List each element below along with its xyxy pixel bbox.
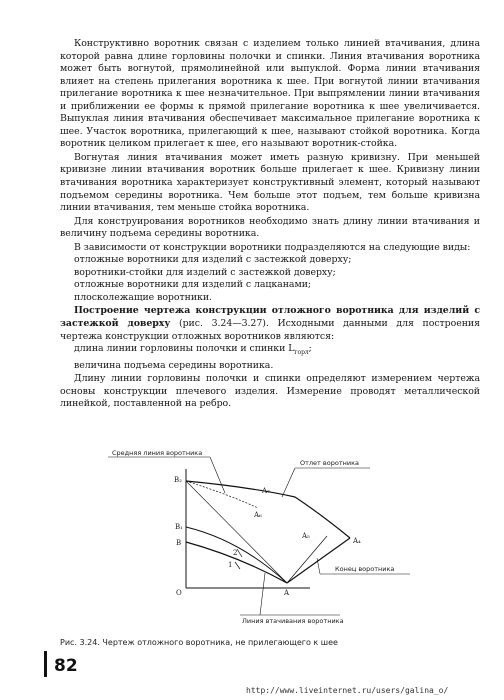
leader-flap-down bbox=[282, 468, 295, 497]
list-item-type-4: плосколежащие воротники. bbox=[74, 291, 212, 303]
leader-seam-up bbox=[260, 573, 265, 615]
page-number-bar bbox=[44, 651, 47, 677]
label-flap: Отлет воротника bbox=[300, 459, 359, 467]
paragraph-construction-needs: Для конструирования воротников необходимо знать длину линии втачивания и величину подъема середины воротника. bbox=[60, 215, 480, 240]
point-b2: B₂ bbox=[174, 476, 182, 484]
list-item-type-1: отложные воротники для изделий с застежкой доверху; bbox=[74, 254, 352, 266]
label-end: Конец воротника bbox=[335, 565, 395, 573]
label-seam: Линия втачивания воротника bbox=[242, 617, 344, 625]
paragraph-types-intro: В зависимости от конструкции воротники подразделяются на следующие виды: bbox=[74, 241, 471, 253]
point-1: 1 bbox=[228, 561, 233, 569]
point-a7: A₇ bbox=[262, 487, 270, 495]
point-a5: A₅ bbox=[302, 532, 310, 540]
construction-line-b2-a bbox=[186, 481, 287, 583]
marker-line-2 bbox=[237, 549, 242, 557]
list-item-type-3: отложные воротники для изделий с лацканами; bbox=[74, 279, 312, 291]
input-length-subscript: горл bbox=[294, 349, 309, 356]
label-mid-line: Средняя линия воротника bbox=[112, 449, 203, 457]
paragraph-intro: Конструктивно воротник связан с изделием только линией втачивания, длина которой равна длине горловины полочки и спинки. Линия втачивания воротника может быть вогнутой, прямолинейной или выпуклой. Форма линии втачивания влияет на степень прилегания воротника к шее. При вогнутой линии втачивания прилегание воротника к шее незначительное. При выпрямлении линии втачивания и приближении ее формы к прямой прилегание воротника к шее увеличивается. Выпуклая линия втачивания обеспечивает максимальное прилегание воротника к шее. Участок воротника, прилегающий к шее, называют стойкой воротника. Когда воротник целиком прилегает к шее, его называют воротник-стойка. bbox=[60, 38, 480, 150]
paragraph-construction-heading bbox=[60, 305, 480, 343]
construction-rest-text: (рис. 3.24—3.27). Исходными данными для построения чертежа конструкции отложных воротников являются: bbox=[60, 318, 480, 342]
point-a4: A₄ bbox=[353, 537, 361, 545]
point-b1: B₁ bbox=[175, 523, 183, 531]
list-item-type-2: воротники-стойки для изделий с застежкой доверху; bbox=[74, 266, 336, 278]
input-item-length: длина линии горловины полочки и спинки $L_{горл}$; bbox=[74, 343, 312, 356]
body-text bbox=[60, 38, 480, 411]
collar-end-line bbox=[287, 538, 350, 583]
point-o: O bbox=[176, 589, 182, 597]
construction-line-a5 bbox=[287, 536, 327, 583]
point-a6: A₆ bbox=[254, 511, 262, 519]
point-b: B bbox=[176, 539, 182, 547]
watermark-url: http://www.liveinternet.ru/users/galina_o/ bbox=[246, 686, 449, 695]
input-item-rise: величина подъема середины воротника. bbox=[74, 359, 274, 371]
point-a: A bbox=[284, 589, 290, 597]
collar-drawing bbox=[90, 445, 480, 635]
page-number: 82 bbox=[54, 656, 78, 676]
paragraph-curvature: Вогнутая линия втачивания может иметь разную кривизну. При меньшей кривизне линии втачивания воротник больше прилегает к шее. Кривизну линии втачивания воротника характеризует конструктивный элемент, который называют подъемом середины воротника. Чем больше этот подъем, тем больше кривизна линии втачивания, тем меньше стойка воротника. bbox=[60, 151, 480, 214]
figure-caption: Рис. 3.24. Чертеж отложного воротника, не прилегающего к шее bbox=[60, 638, 338, 647]
construction-bold-text: Построение чертежа конструкции отложного воротника для изделий с застежкой доверху bbox=[60, 305, 480, 330]
input-length-text: длина линии горловины полочки и спинки L bbox=[74, 343, 295, 355]
leader-mid-line-down bbox=[210, 457, 225, 493]
point-2: 2 bbox=[233, 549, 238, 557]
paragraph-measurement: Длину линии горловины полочки и спинки определяют измерением чертежа основы конструкции плечевого изделия. Измерение проводят металлической линейкой, поставленной на ребро. bbox=[60, 373, 480, 410]
marker-line-1 bbox=[235, 562, 240, 569]
